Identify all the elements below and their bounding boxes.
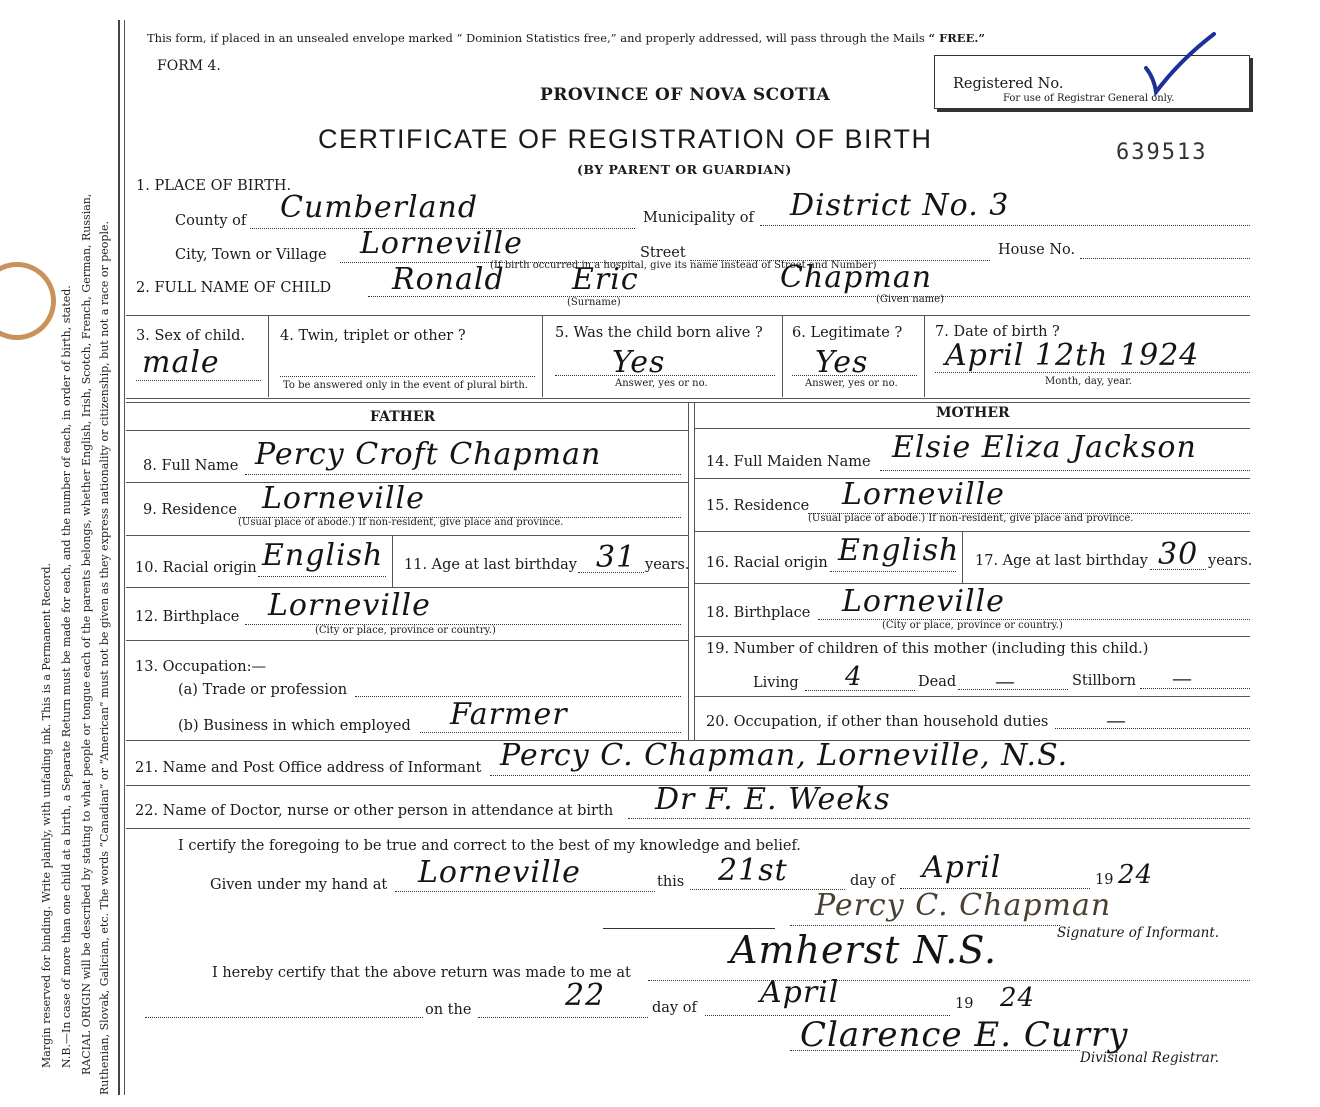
child-surname: Chapman bbox=[780, 260, 933, 295]
certify-statement: I certify the foregoing to be true and correct to the best of my knowledge and belief. bbox=[178, 838, 801, 854]
checkmark-icon bbox=[1140, 30, 1220, 100]
form-subtitle: (BY PARENT OR GUARDIAN) bbox=[577, 162, 792, 177]
father-years: years. bbox=[645, 557, 690, 573]
given-note: (Given name) bbox=[876, 294, 944, 305]
sex-value: male bbox=[142, 345, 220, 380]
father-heading: FATHER bbox=[370, 409, 436, 425]
father-res-label: 9. Residence bbox=[143, 502, 237, 518]
doctor-label: 22. Name of Doctor, nurse or other person in attendance at birth bbox=[135, 803, 614, 819]
father-race: English bbox=[262, 538, 384, 573]
child-middle-name: Eric bbox=[572, 262, 639, 297]
registrar-statement: I hereby certify that the above return was made to me at bbox=[212, 965, 631, 981]
surname-note: (Surname) bbox=[567, 297, 621, 308]
mother-age: 30 bbox=[1158, 537, 1199, 572]
mother-bp-note: (City or place, province or country.) bbox=[882, 620, 1063, 631]
margin-note-racial-1: RACIAL ORIGIN will be described by stating to what people or tongue each of the parents belongs, whether English, Irish, Scotch, French, German, Russian, bbox=[80, 193, 93, 1075]
city-label: City, Town or Village bbox=[175, 247, 327, 263]
city-value: Lorneville bbox=[360, 226, 523, 261]
stillborn-label: Stillborn bbox=[1072, 673, 1136, 689]
father-business: Farmer bbox=[450, 697, 568, 732]
stillborn-value: — bbox=[1172, 666, 1192, 690]
registrar-note: For use of Registrar General only. bbox=[1003, 93, 1175, 104]
informant-value: Percy C. Chapman, Lorneville, N.S. bbox=[500, 738, 1069, 773]
mother-race: English bbox=[838, 533, 960, 568]
father-age-label: 11. Age at last birthday bbox=[404, 557, 577, 573]
dead-label: Dead bbox=[918, 674, 957, 690]
certify-place: Lorneville bbox=[418, 855, 581, 890]
alive-value: Yes bbox=[612, 345, 666, 380]
registrar-signature: Clarence E. Curry bbox=[800, 1015, 1129, 1055]
hospital-note: (If birth occurred in a hospital, give its name instead of Street and Number) bbox=[490, 260, 877, 271]
dead-value: — bbox=[995, 669, 1015, 693]
margin-note-racial-2: Ruthenian, Slovak, Galician, etc. The words “Canadian” or “American” must not be given as they express nationality or citizenship, but not a race or people. bbox=[98, 221, 111, 1095]
legit-label: 6. Legitimate ? bbox=[792, 325, 903, 341]
father-birthplace: Lorneville bbox=[268, 588, 431, 623]
municipality-value: District No. 3 bbox=[790, 188, 1010, 223]
place-heading: 1. PLACE OF BIRTH. bbox=[136, 178, 292, 194]
mail-notice-free: “ FREE.” bbox=[928, 31, 985, 45]
registrar-signature-label: Divisional Registrar. bbox=[1080, 1050, 1220, 1066]
mother-name-label: 14. Full Maiden Name bbox=[706, 454, 871, 470]
mother-age-label: 17. Age at last birthday bbox=[975, 553, 1148, 569]
dob-note: Month, day, year. bbox=[1045, 376, 1132, 387]
registered-label: Registered No. bbox=[953, 76, 1064, 92]
mother-residence: Lorneville bbox=[842, 477, 1005, 512]
mother-occ-value: — bbox=[1106, 708, 1126, 732]
mail-notice-text: This form, if placed in an unsealed envelope marked “ Dominion Statistics free,” and properly addressed, will pass through the Mails bbox=[147, 31, 925, 45]
father-age: 31 bbox=[596, 540, 637, 575]
certify-day: 21st bbox=[718, 853, 788, 888]
mother-heading: MOTHER bbox=[936, 405, 1010, 421]
mother-occ-label: 20. Occupation, if other than household duties bbox=[706, 714, 1049, 730]
on-the-label: on the bbox=[425, 1002, 472, 1018]
twin-label: 4. Twin, triplet or other ? bbox=[280, 328, 466, 344]
father-name: Percy Croft Chapman bbox=[255, 437, 602, 472]
registrar-month: April bbox=[760, 975, 840, 1010]
certify-year-suffix: 24 bbox=[1118, 860, 1154, 890]
registrar-year-prefix: 19 bbox=[955, 996, 974, 1012]
doctor-value: Dr F. E. Weeks bbox=[655, 782, 891, 817]
legit-value: Yes bbox=[815, 345, 869, 380]
mother-birthplace: Lorneville bbox=[842, 584, 1005, 619]
margin-note-nb: N.B.—In case of more than one child at a birth, a Separate Return must be made for each, and the number of each, in order of birth, stated. bbox=[60, 285, 73, 1068]
father-occ-label: 13. Occupation:— bbox=[135, 659, 266, 675]
certify-year-prefix: 19 bbox=[1095, 872, 1114, 888]
certify-day-of-label: day of bbox=[850, 873, 895, 889]
informant-signature-label: Signature of Informant. bbox=[1057, 925, 1220, 941]
mother-years: years. bbox=[1208, 553, 1253, 569]
mother-bp-label: 18. Birthplace bbox=[706, 605, 811, 621]
living-label: Living bbox=[753, 675, 799, 691]
father-trade-label: (a) Trade or profession bbox=[178, 682, 348, 698]
this-label: this bbox=[657, 874, 685, 890]
registrar-place: Amherst N.S. bbox=[730, 928, 998, 972]
house-label: House No. bbox=[998, 242, 1076, 258]
margin-rule bbox=[118, 20, 120, 1095]
twin-note: To be answered only in the event of plural birth. bbox=[283, 380, 528, 391]
county-value: Cumberland bbox=[280, 190, 479, 225]
registrar-year-suffix: 24 bbox=[1000, 983, 1036, 1013]
child-first-name: Ronald bbox=[392, 262, 505, 297]
street-label: Street bbox=[640, 245, 686, 261]
father-res-note: (Usual place of abode.) If non-resident, give place and province. bbox=[238, 517, 564, 528]
municipality-label: Municipality of bbox=[643, 210, 754, 226]
mother-res-label: 15. Residence bbox=[706, 498, 810, 514]
dob-value: April 12th 1924 bbox=[945, 338, 1200, 373]
given-label: Given under my hand at bbox=[210, 877, 388, 893]
certify-month: April bbox=[922, 850, 1002, 885]
alive-note: Answer, yes or no. bbox=[615, 378, 708, 389]
father-business-label: (b) Business in which employed bbox=[178, 718, 411, 734]
sex-label: 3. Sex of child. bbox=[136, 328, 246, 344]
mother-race-label: 16. Racial origin bbox=[706, 555, 828, 571]
children-label: 19. Number of children of this mother (including this child.) bbox=[706, 641, 1149, 657]
father-name-label: 8. Full Name bbox=[143, 458, 239, 474]
alive-label: 5. Was the child born alive ? bbox=[555, 325, 763, 341]
child-name-label: 2. FULL NAME OF CHILD bbox=[136, 280, 332, 296]
province-title: PROVINCE OF NOVA SCOTIA bbox=[540, 85, 831, 105]
mail-notice bbox=[147, 31, 985, 45]
informant-label: 21. Name and Post Office address of Informant bbox=[135, 760, 482, 776]
dob-label: 7. Date of birth ? bbox=[935, 324, 1060, 340]
form-title: CERTIFICATE OF REGISTRATION OF BIRTH bbox=[318, 124, 933, 154]
margin-rule-inner bbox=[124, 20, 125, 1095]
county-label: County of bbox=[175, 213, 247, 229]
registration-number: 639513 bbox=[1116, 140, 1208, 165]
form-number: FORM 4. bbox=[157, 58, 221, 74]
father-bp-label: 12. Birthplace bbox=[135, 609, 240, 625]
mother-name: Elsie Eliza Jackson bbox=[892, 430, 1197, 465]
registrar-day: 22 bbox=[565, 978, 606, 1013]
father-bp-note: (City or place, province or country.) bbox=[315, 625, 496, 636]
punch-hole bbox=[0, 262, 56, 340]
mother-res-note: (Usual place of abode.) If non-resident, give place and province. bbox=[808, 513, 1134, 524]
margin-note-binding: Margin reserved for binding. Write plainly, with unfading ink. This is a Permanent Record. bbox=[40, 562, 53, 1068]
informant-signature: Percy C. Chapman bbox=[815, 888, 1112, 923]
father-residence: Lorneville bbox=[262, 481, 425, 516]
father-race-label: 10. Racial origin bbox=[135, 560, 257, 576]
registrar-day-of-label: day of bbox=[652, 1000, 697, 1016]
legit-note: Answer, yes or no. bbox=[805, 378, 898, 389]
living-value: 4 bbox=[845, 662, 863, 692]
